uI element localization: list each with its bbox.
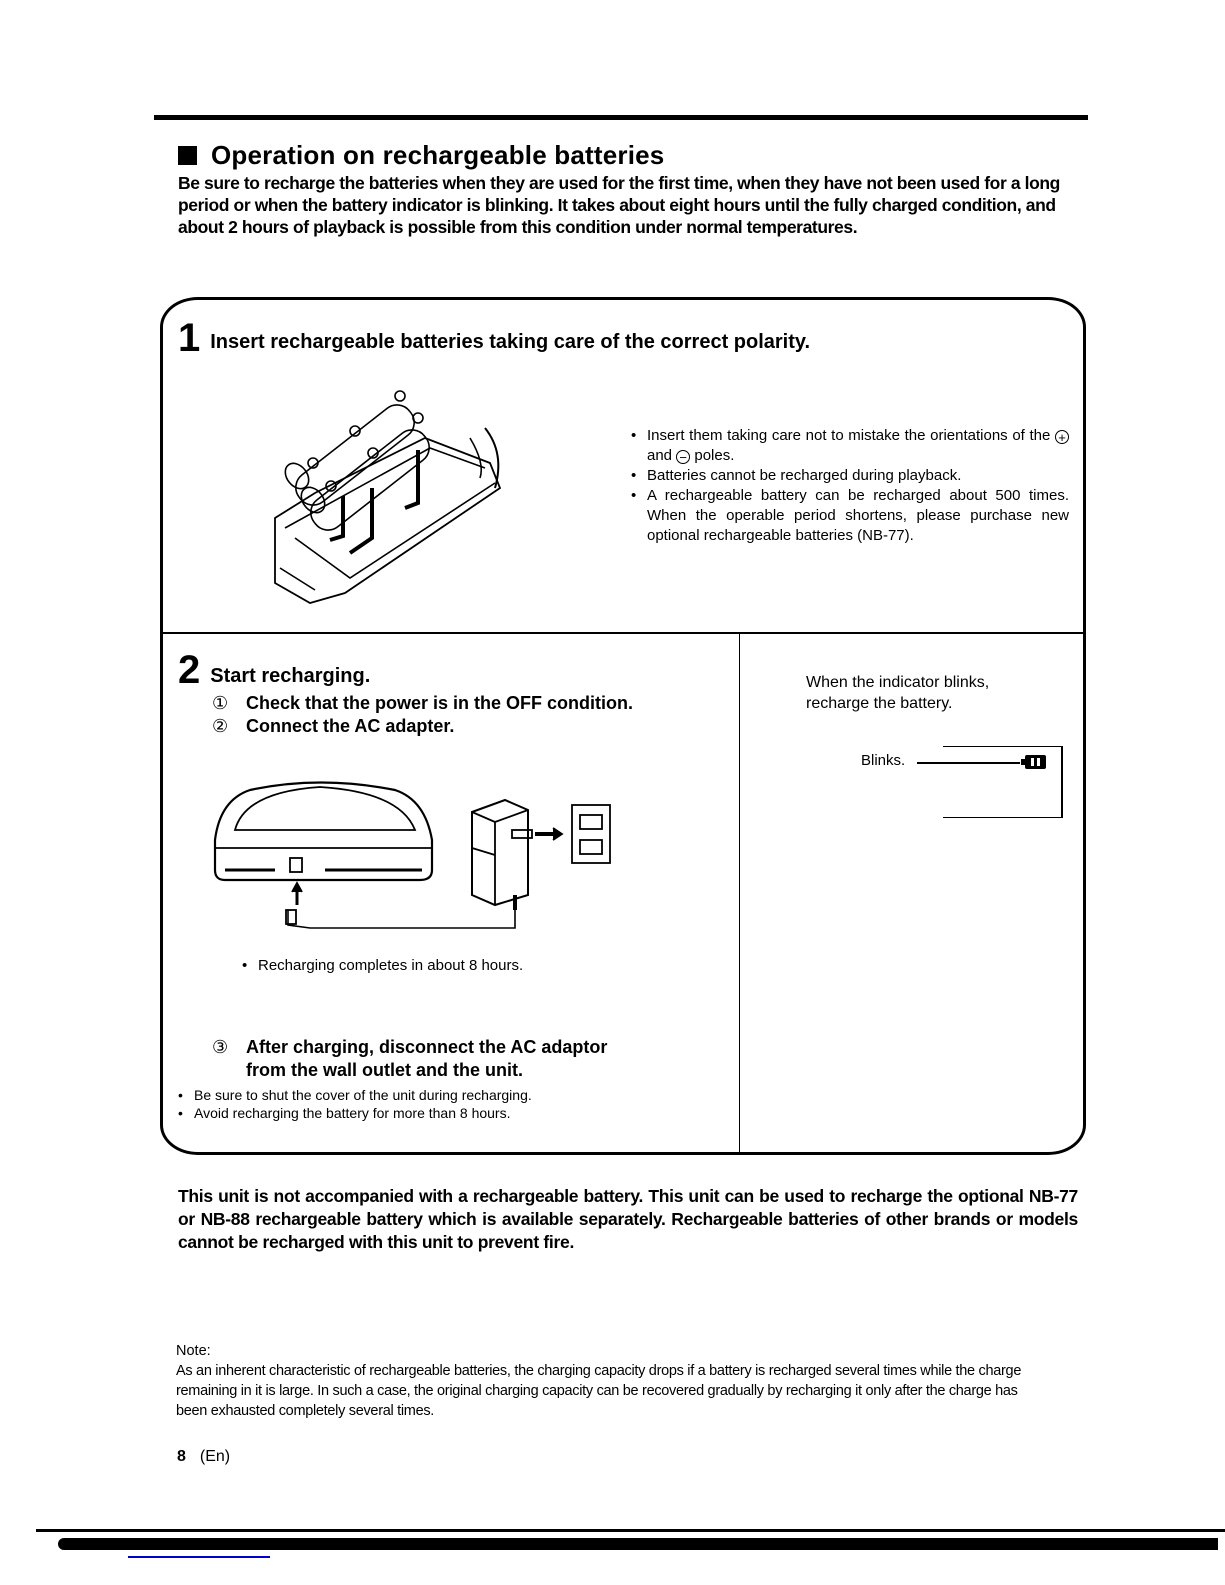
column-divider [739,633,740,1152]
substep-line: from the wall outlet and the unit. [246,1060,523,1080]
step2-title: Start recharging. [210,665,371,687]
indicator-line: When the indicator blinks, [806,674,990,691]
substep-2 [212,716,454,737]
note-text: Insert them taking care not to mistake the orientations of the [647,427,1051,444]
link-underline[interactable] [128,1556,270,1558]
wall-outlet-icon [572,805,610,863]
leader-line [917,762,1020,764]
substep-text [246,1036,607,1082]
language-code: (En) [199,1448,231,1465]
playback-note: • Batteries cannot be recharged during playback. [629,466,1069,486]
substep-1 [212,693,633,714]
step1-heading [178,318,810,358]
charger-unit-icon [215,783,432,881]
bottom-bar [58,1538,1218,1550]
note-label: Note: [176,1343,211,1359]
ac-adapter-icon [472,800,532,910]
minus-pole-icon: − [676,450,690,464]
section-title: Operation on rechargeable batteries [211,140,665,170]
battery-indicator-icon [1021,754,1047,770]
bottom-rule [36,1529,1225,1532]
step1-notes [629,426,1069,546]
charging-notes [176,1086,532,1122]
intro-paragraph: Be sure to recharge the batteries when they are used for the first time, when they have not been used for a long period or when the battery indicator is blinking. It takes about eight hours until the fully charged condition, and about 2 hours of playback is possible from this condition under normal temperatures. [178,173,1060,237]
substep-line: After charging, disconnect the AC adaptor [246,1037,608,1057]
indicator-instruction [806,672,989,714]
substep-text: Connect the AC adapter. [246,716,455,736]
page-footer [177,1448,230,1466]
step1-title: Insert rechargeable batteries taking care of the correct polarity. [210,331,811,353]
blinks-label: Blinks. [861,752,906,769]
note-text: • Recharging completes in about 8 hours. [240,957,523,974]
battery-icon [297,413,436,536]
lifetime-note: • A rechargeable battery can be recharged about 500 times. When the operable period shortens, please purchase new optional rechargeable batteries (NB-77). [629,486,1069,546]
substep-marker: ③ [212,1037,229,1057]
step2-number: 2 [178,648,201,692]
step-divider [163,632,1085,634]
indicator-line: recharge the battery. [806,695,953,712]
note-text: • Be sure to shut the cover of the unit during recharging. [176,1086,532,1104]
battery-insertion-illustration [255,368,515,608]
ac-adapter-illustration [210,770,620,940]
top-rule [154,115,1088,120]
step2-heading [178,650,370,690]
substep-3 [212,1036,607,1082]
substep-marker: ② [212,716,229,736]
step1-number: 1 [178,316,201,360]
note-text: • Avoid recharging the battery for more than 8 hours. [176,1104,532,1122]
square-bullet-icon [178,146,197,165]
charge-time-note [240,957,523,974]
section-heading [178,140,664,171]
substep-text: Check that the power is in the OFF condition. [246,693,634,713]
plus-pole-icon: + [1055,430,1069,444]
substep-marker: ① [212,693,229,713]
note-text: and [647,447,673,464]
polarity-note [629,426,1069,466]
page-number: 8 [177,1448,186,1465]
note-text: poles. [694,447,735,464]
warning-paragraph: This unit is not accompanied with a rechargeable battery. This unit can be used to recharge the optional NB-77 or NB-88 rechargeable battery which is available separately. Rechargeable batteries of other brands or models cannot be recharged with this unit to prevent fire. [178,1186,1078,1252]
note-body: As an inherent characteristic of rechargeable batteries, the charging capacity drops if a battery is recharged several times while the charge remaining in it is large. In such a case, the original charging capacity can be recovered gradually by recharging it only after the charge has been exhausted completely several times. [176,1363,1022,1419]
